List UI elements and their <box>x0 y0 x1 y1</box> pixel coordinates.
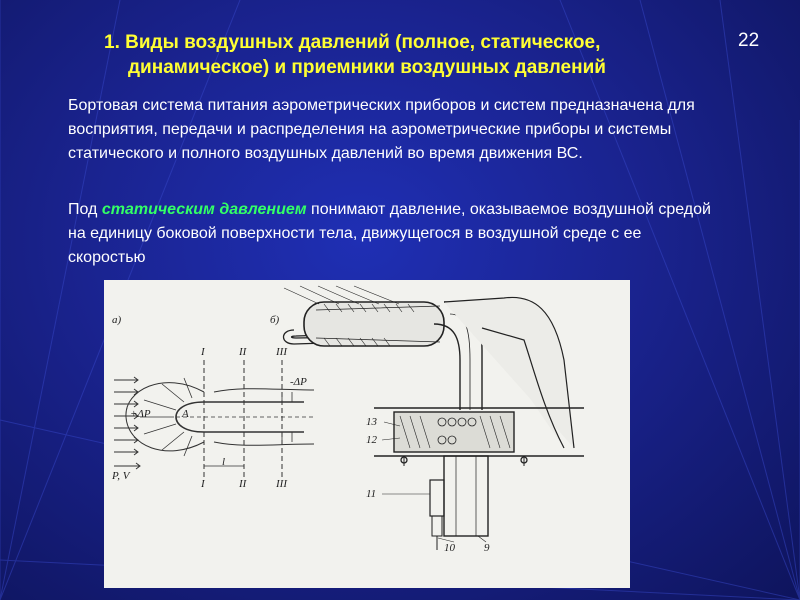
connector-housing <box>444 456 488 536</box>
section-lines <box>204 360 282 478</box>
receiver-cross-section <box>284 286 585 550</box>
label-section-3: III <box>276 346 287 358</box>
label-section-1-bottom: I <box>201 478 205 490</box>
label-point-a: A <box>182 408 189 420</box>
label-part-9: 9 <box>484 542 490 554</box>
label-minus-dp: -ΔP <box>290 376 307 388</box>
mounting-flange <box>394 412 514 452</box>
slide-title-line2: динамическое) и приемники воздушных давлений <box>128 57 606 78</box>
label-section-1: I <box>201 346 205 358</box>
label-section-2: II <box>239 346 247 358</box>
label-part-b: б) <box>270 314 280 326</box>
label-plus-dp: +ΔP <box>130 408 151 420</box>
label-flow-pv: P, V <box>112 470 130 482</box>
page-number: 22 <box>738 30 760 51</box>
static-pressure-term: статическим давлением <box>101 201 307 218</box>
paragraph2-suffix: понимают давление, оказываемое воздушной средой на единицу боковой поверхности тела, движущегося в воздушной среде с ее скоростью <box>68 201 711 266</box>
slide-title <box>104 30 704 80</box>
slide-title-line1: 1. Виды воздушных давлений (полное, статическое, <box>104 32 601 53</box>
label-section-2-bottom: II <box>239 478 247 490</box>
label-part-a: а) <box>112 314 122 326</box>
label-section-3-bottom: III <box>276 478 287 490</box>
label-part-12: 12 <box>366 434 377 446</box>
label-part-13: 13 <box>366 416 377 428</box>
paragraph2-prefix: Под <box>68 201 102 218</box>
paragraph-purpose: Бортовая система питания аэрометрических приборов и систем предназначена для восприятия, передачи и распределения на аэрометрические приборы и системы статического и полного воздушных давлений во время движения ВС. <box>68 97 695 162</box>
label-part-10: 10 <box>444 542 455 554</box>
label-part-11: 11 <box>366 488 377 500</box>
pressure-receiver-figure <box>104 280 630 588</box>
label-length: l <box>222 456 226 468</box>
paragraph-static-pressure <box>68 198 718 270</box>
electrical-plug <box>430 480 444 516</box>
